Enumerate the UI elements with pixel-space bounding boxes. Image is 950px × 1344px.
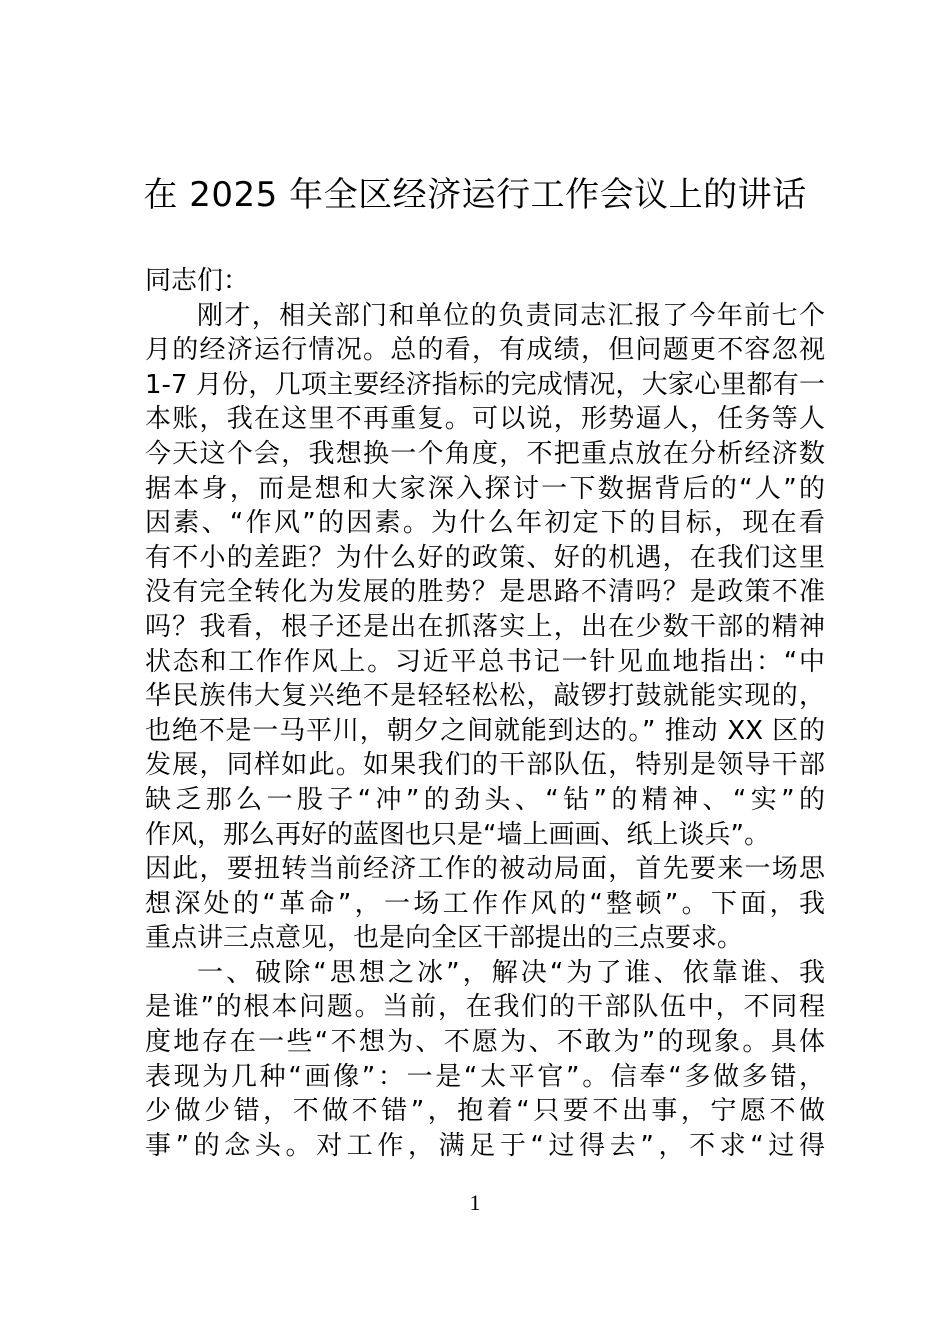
body-line: 状态和工作作风上。习近平总书记一针见血地指出：“中 — [145, 646, 825, 677]
body-line: 发展，同样如此。如果我们的干部队伍，特别是领导干部 — [145, 750, 825, 781]
body-line: 没有完全转化为发展的胜势？是思路不清吗？是政策不准 — [145, 577, 825, 608]
body-line: 因素、“作风”的因素。为什么年初定下的目标，现在看 — [145, 508, 825, 539]
body-line: 有不小的差距？为什么好的政策、好的机遇，在我们这里 — [145, 542, 825, 573]
body-line: 本账，我在这里不再重复。可以说，形势逼人，任务等人 — [145, 404, 825, 435]
document-title: 在 2025 年全区经济运行工作会议上的讲话 — [143, 175, 807, 215]
body-line: 表现为几种“画像”：一是“太平官”。信奉“多做多错， — [145, 1061, 825, 1092]
body-line: 今天这个会，我想换一个角度，不把重点放在分析经济数 — [145, 438, 825, 469]
body-line: 据本身，而是想和大家深入探讨一下数据背后的“人”的 — [145, 473, 825, 504]
body-line: 少做少错，不做不错”，抱着“只要不出事，宁愿不做 — [145, 1096, 825, 1127]
body-line: 吗？我看，根子还是出在抓落实上，出在少数干部的精神 — [145, 611, 825, 642]
body-line: 想深处的“革命”，一场工作作风的“整顿”。下面，我 — [145, 888, 825, 919]
page-number: 1 — [469, 1190, 481, 1215]
body-line: 缺乏那么一股子“冲”的劲头、“钻”的精神、“实”的 — [145, 784, 825, 815]
body-line: 事”的念头。对工作，满足于“过得去”，不求“过得 — [145, 1130, 825, 1161]
salutation-line: 同志们： — [145, 266, 250, 296]
section-heading-line: 一、破除“思想之冰”，解决“为了谁、依靠谁、我 — [197, 957, 825, 988]
body-line: 华民族伟大复兴绝不是轻轻松松，敲锣打鼓就能实现的， — [145, 681, 825, 712]
body-line: 月的经济运行情况。总的看，有成绩，但问题更不容忽视 — [145, 335, 825, 366]
body-line: 度地存在一些“不想为、不愿为、不敢为”的现象。具体 — [145, 1027, 825, 1058]
body-line: 作风，那么再好的蓝图也只是“墙上画画、纸上谈兵”。 — [145, 819, 770, 850]
body-line: 1-7 月份，几项主要经济指标的完成情况，大家心里都有一 — [145, 369, 825, 400]
body-line: 因此，要扭转当前经济工作的被动局面，首先要来一场思 — [145, 854, 825, 885]
body-line: 重点讲三点意见，也是向全区干部提出的三点要求。 — [145, 923, 744, 954]
body-line: 也绝不是一马平川，朝夕之间就能到达的。” 推动 XX 区的 — [145, 715, 825, 746]
body-line: 是谁”的根本问题。当前，在我们的干部队伍中，不同程 — [145, 992, 825, 1023]
body-line: 刚才，相关部门和单位的负责同志汇报了今年前七个 — [197, 300, 825, 331]
speech-body — [145, 264, 825, 1163]
